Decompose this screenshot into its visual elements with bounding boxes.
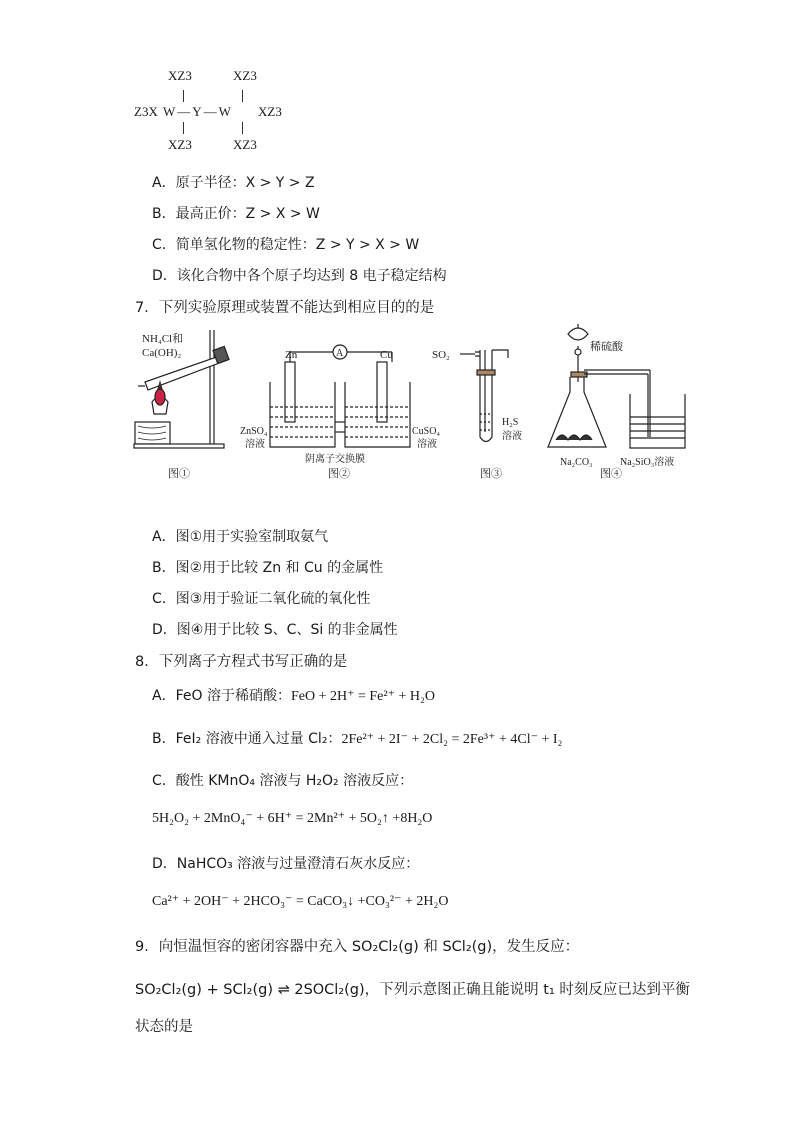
option-label: B．: [152, 560, 176, 576]
option-label: D．: [152, 622, 177, 638]
q9-line-3: 状态的是: [135, 1019, 193, 1035]
figure-3-solution-2: 溶液: [502, 431, 522, 442]
figure-4-solution: Na₂SiO₃溶液: [620, 457, 675, 468]
q8-option-d-equation: Ca²⁺ + 2OH⁻ + 2HCO₃⁻ = CaCO₃↓ +CO₃²⁻ + 2H₂O: [152, 894, 449, 909]
q7-stem: 7．下列实验原理或装置不能达到相应目的的是: [135, 300, 435, 316]
bond-line: [242, 122, 243, 134]
option-label: A．: [152, 175, 176, 191]
q9-line-1: 9．向恒温恒容的密闭容器中充入 SO₂Cl₂(g) 和 SCl₂(g)，发生反应：: [135, 939, 580, 955]
figure-3-gas: SO₂: [432, 349, 450, 361]
structure-center: W—Y—W: [163, 104, 233, 119]
q7-option-a[interactable]: [152, 526, 328, 546]
option-text: 简单氢化物的稳定性：Z > Y > X > W: [175, 237, 420, 253]
figure-3-solution-1: H₂S: [502, 417, 519, 428]
option-text: 图①用于实验室制取氨气: [175, 529, 329, 545]
q7-option-d[interactable]: [152, 619, 398, 639]
figure-2-left-solution-2: 溶液: [245, 439, 265, 450]
bond-line: [183, 122, 184, 134]
structure-right: XZ3: [258, 104, 282, 119]
option-text: 图④用于比较 S、C、Si 的非金属性: [176, 622, 398, 638]
option-text: NaHCO₃ 溶液与过量澄清石灰水反应：: [176, 856, 420, 872]
option-label: D．: [152, 856, 177, 872]
option-text: 原子半径：X > Y > Z: [175, 175, 315, 191]
q6-option-c[interactable]: [152, 234, 419, 254]
figure-1-reagent-1: NH₄Cl和: [142, 333, 184, 345]
figure-4-solid: Na₂CO₃: [560, 457, 593, 468]
q8-option-c[interactable]: [152, 770, 413, 790]
q7-figures: [130, 322, 710, 487]
option-label: B．: [152, 206, 176, 222]
figure-3-apparatus: [460, 350, 508, 442]
structure-top-right: XZ3: [233, 68, 257, 83]
structure-bottom-left: XZ3: [168, 137, 192, 152]
q6-option-a[interactable]: [152, 172, 315, 192]
option-label: A．: [152, 529, 176, 545]
figure-2-left-solution-1: ZnSO₄: [240, 426, 268, 437]
equation: 2Fe²⁺ + 2I⁻ + 2Cl₂ = 2Fe³⁺ + 4Cl⁻ + I₂: [341, 732, 563, 747]
option-text: 图②用于比较 Zn 和 Cu 的金属性: [175, 560, 384, 576]
figure-2-membrane: 阴离子交换膜: [305, 454, 365, 465]
figure-1-caption: 图①: [168, 468, 190, 480]
structure-diagram: [130, 62, 300, 157]
option-label: A．: [152, 688, 176, 704]
option-label: C．: [152, 591, 176, 607]
q8-option-a[interactable]: [152, 685, 435, 705]
figure-2-caption: 图②: [328, 468, 350, 480]
figure-3-caption: 图③: [480, 468, 502, 480]
q7-option-c[interactable]: [152, 588, 370, 608]
bond-line: [242, 90, 243, 102]
option-text: 酸性 KMnO₄ 溶液与 H₂O₂ 溶液反应：: [175, 773, 414, 789]
option-label: B．: [152, 731, 176, 747]
figure-2-right-solution-2: 溶液: [417, 439, 437, 450]
equation: FeO + 2H⁺ = Fe²⁺ + H₂O: [290, 689, 435, 704]
figure-2-left-electrode: Zn: [285, 349, 298, 361]
q7-option-b[interactable]: [152, 557, 383, 577]
option-label: C．: [152, 237, 176, 253]
figure-4-acid: 稀硫酸: [590, 341, 623, 353]
figure-2-right-solution-1: CuSO₄: [412, 426, 440, 437]
structure-left: Z3X: [134, 104, 158, 119]
q8-option-b[interactable]: [152, 728, 562, 748]
q8-option-d[interactable]: [152, 853, 419, 873]
option-label: C．: [152, 773, 176, 789]
option-text: FeO 溶于稀硝酸：: [175, 688, 291, 704]
q6-option-d[interactable]: [152, 265, 447, 285]
bond-line: [183, 90, 184, 102]
figure-2-meter: A: [336, 348, 344, 359]
q6-option-b[interactable]: [152, 203, 320, 223]
option-text: FeI₂ 溶液中通入过量 Cl₂：: [175, 731, 342, 747]
structure-top-left: XZ3: [168, 68, 192, 83]
option-label: D．: [152, 268, 177, 284]
structure-bottom-right: XZ3: [233, 137, 257, 152]
q9-line-2: SO₂Cl₂(g) + SCl₂(g) ⇌ 2SOCl₂(g)，下列示意图正确且能说明 t₁ 时刻反应已达到平衡: [135, 982, 690, 998]
option-text: 最高正价：Z > X > W: [175, 206, 320, 222]
option-text: 图③用于验证二氧化硫的氧化性: [175, 591, 371, 607]
q8-stem: 8．下列离子方程式书写正确的是: [135, 654, 348, 670]
figure-1-reagent-2: Ca(OH)₂: [142, 347, 182, 359]
figure-2-right-electrode: Cu: [380, 349, 393, 361]
option-text: 该化合物中各个原子均达到 8 电子稳定结构: [176, 268, 447, 284]
figure-4-caption: 图④: [600, 468, 622, 480]
q8-option-c-equation: 5H₂O₂ + 2MnO₄⁻ + 6H⁺ = 2Mn²⁺ + 5O₂↑ +8H₂O: [152, 811, 433, 826]
